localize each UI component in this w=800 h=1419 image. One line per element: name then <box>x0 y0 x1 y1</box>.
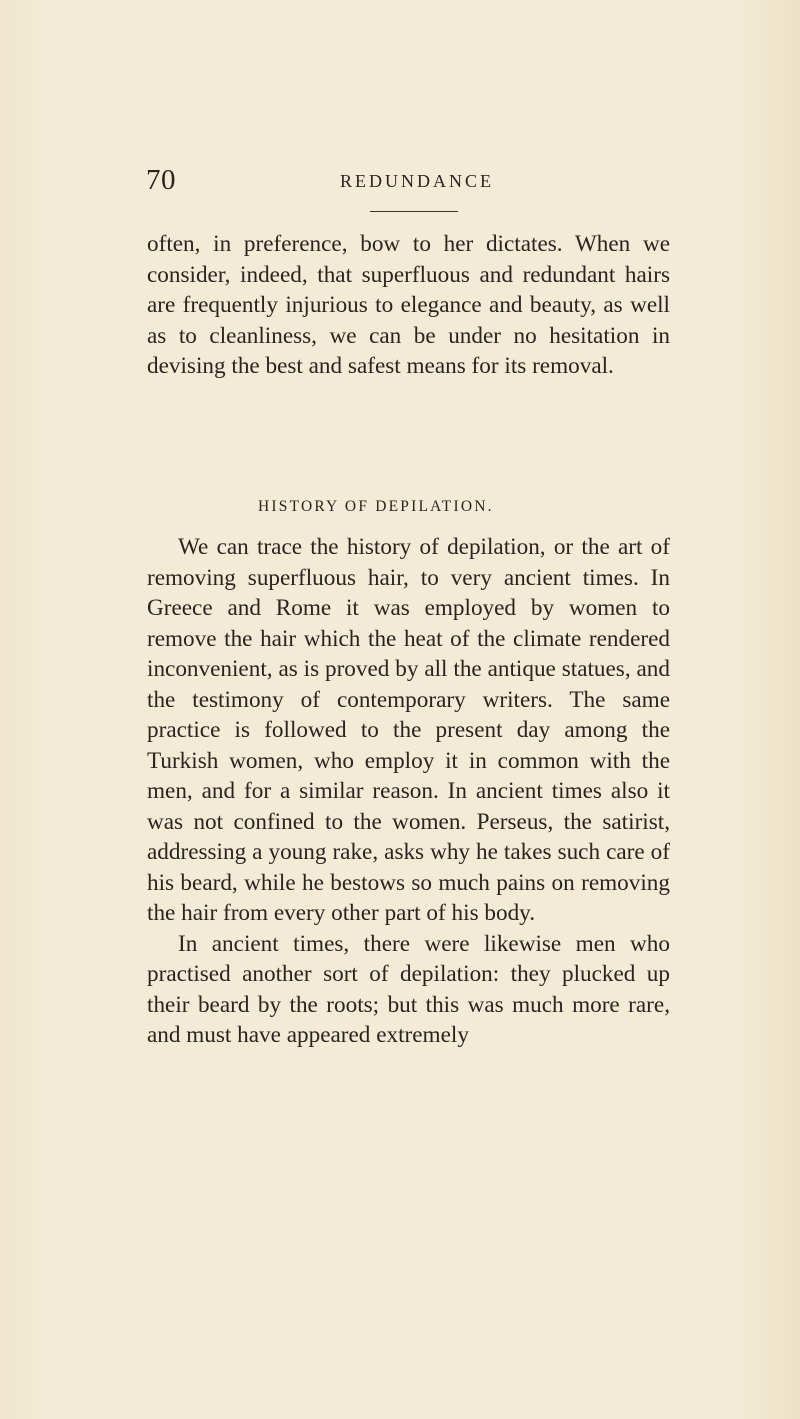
paragraph-continuation: often, in preference, bow to her dictates. When we consider, indeed, that superfluous and redundant hairs are frequently injurious to elegance and beauty, as well as to cleanliness, we can be under no hesitation in devising the best and safest means for its removal. <box>147 231 670 379</box>
section-heading: HISTORY OF DEPILATION. <box>258 498 494 515</box>
running-head: REDUNDANCE <box>340 171 494 191</box>
header-rule <box>370 211 458 212</box>
opening-text <box>147 229 670 382</box>
paragraph-history: We can trace the history of depilation, or the art of removing superfluous hair, to very ancient times. In Greece and Rome it was employed by women to remove the hair which the heat of the climate rendered inconvenient, as is proved by all the antique statues, and the testimony of contemporary writers. The same practice is followed to the present day among the Turkish women, who employ it in common with the men, and for a similar reason. In ancient times also it was not confined to the women. Perseus, the satirist, addressing a young rake, asks why he takes such care of his beard, while he bestows so much pains on removing the hair from every other part of his body. <box>147 534 670 926</box>
page-number: 70 <box>146 164 176 196</box>
section-body <box>147 532 670 1051</box>
page-header <box>0 160 800 200</box>
paragraph-plucking: In ancient times, there were likewise men who practised another sort of depilation: they plucked up their beard by the roots; but this was much more rare, and must have appeared extremely <box>147 930 670 1048</box>
